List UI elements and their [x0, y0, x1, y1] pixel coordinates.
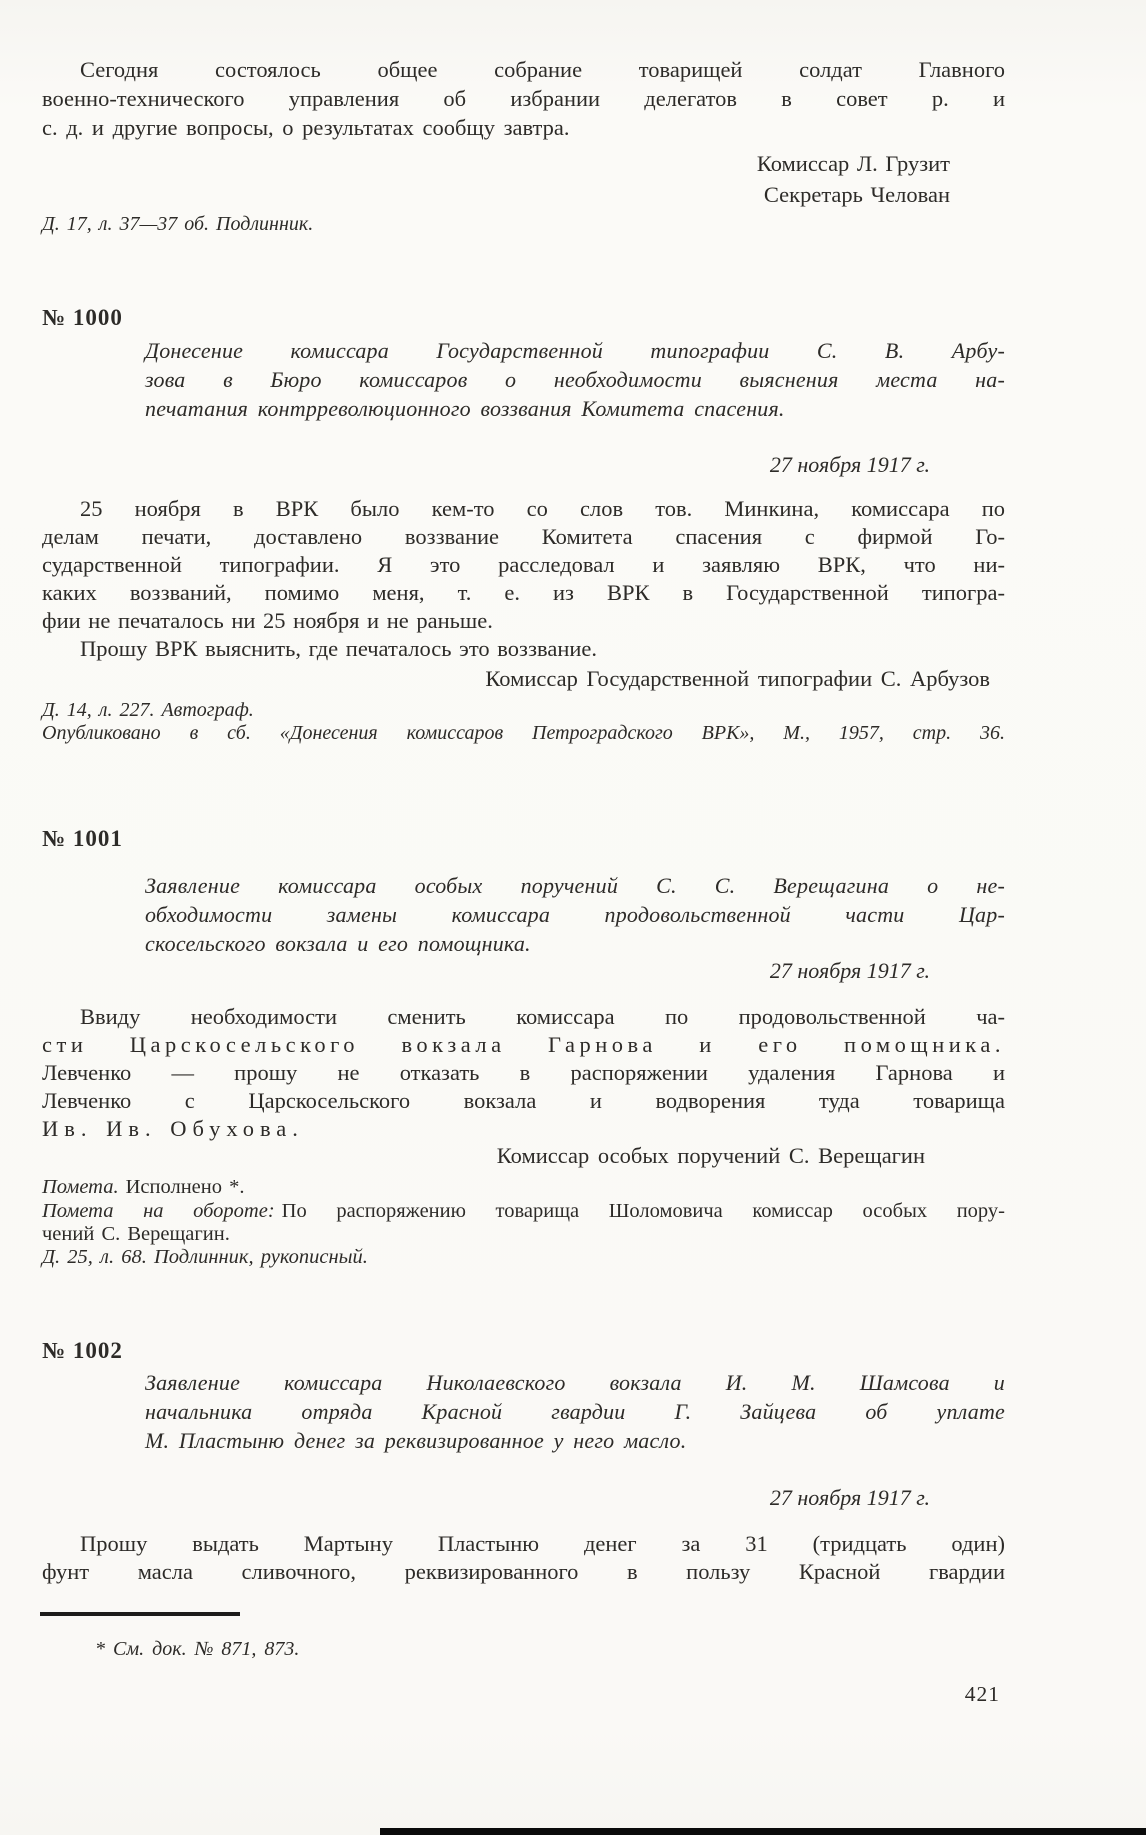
footnote-divider	[40, 1612, 240, 1616]
paragraph-line: с. д. и другие вопросы, о результатах сообщу завтра.	[42, 115, 570, 140]
doc-number: № 1000	[42, 305, 123, 330]
body-line: сти Царскосельского вокзала Гарнова и его помощника.	[42, 1032, 1005, 1057]
paragraph-line: военно-технического управления об избрании делегатов в совет р. и	[42, 86, 1005, 111]
doc-heading	[145, 871, 1005, 958]
body-line: фунт масла сливочного, реквизированного в пользу Красной гвардии	[42, 1559, 1005, 1584]
note-text: По распоряжению товарища Шоломовича комиссар особых пору-	[281, 1200, 1005, 1222]
note-line	[42, 1200, 1005, 1223]
doc-date: 27 ноября 1917 г.	[769, 1485, 930, 1510]
doc-heading-line: Заявление комиссара Николаевского вокзала И. М. Шамсова и	[145, 1370, 1005, 1395]
doc-body	[42, 1530, 1005, 1586]
doc-heading-line: М. Пластыню денег за реквизированное у него масло.	[145, 1428, 687, 1453]
body-line: Левченко с Царскосельского вокзала и водворения туда товарища	[42, 1088, 1005, 1113]
body-line: сударственной типографии. Я это расследовал и заявляю ВРК, что ни-	[42, 552, 1005, 577]
note-text: чений С. Верещагин.	[42, 1223, 230, 1245]
publication-reference: Опубликовано в сб. «Донесения комиссаров Петроградского ВРК», М., 1957, стр. 36.	[42, 722, 1005, 744]
body-line: каких воззваний, помимо меня, т. е. из ВРК в Государственной типогра-	[42, 580, 1005, 605]
note-lead: Помета.	[42, 1176, 119, 1198]
body-line: 25 ноября в ВРК было кем-то со слов тов. Минкина, комиссара по	[80, 496, 1005, 521]
doc-heading-line: Донесение комиссара Государственной типографии С. В. Арбу-	[145, 338, 1005, 363]
signature-line: Секретарь Челован	[763, 182, 950, 207]
scan-edge-artifact	[380, 1828, 1146, 1835]
paragraph-line: Сегодня состоялось общее собрание товарищей солдат Главного	[80, 57, 1005, 82]
note-line	[42, 1223, 1005, 1246]
fragment-signatures	[42, 148, 950, 210]
note-lead: Помета на обороте:	[42, 1200, 275, 1222]
note-line	[42, 1176, 1005, 1199]
footnote: * См. док. № 871, 873.	[95, 1638, 300, 1660]
doc-heading-line: Заявление комиссара особых поручений С. С. Верещагина о не-	[145, 873, 1005, 898]
body-line: Прошу выдать Мартыну Пластыню денег за 31 (тридцать один)	[80, 1531, 1005, 1556]
archive-reference	[42, 1246, 1005, 1269]
doc-number: № 1001	[42, 826, 123, 851]
body-line: Прошу ВРК выяснить, где печаталось это воззвание.	[80, 636, 598, 661]
doc-body	[42, 495, 1005, 663]
body-line: фии не печаталось ни 25 ноября и не раньше.	[42, 608, 493, 633]
note-lead: Д. 25, л. 68. Подлинник, рукописный.	[42, 1246, 368, 1268]
doc-date: 27 ноября 1917 г.	[769, 452, 930, 477]
doc-heading-line: печатания контрреволюционного воззвания Комитета спасения.	[145, 396, 785, 421]
archive-reference: Д. 17, л. 37—37 об. Подлинник.	[42, 213, 314, 235]
note-text: Исполнено *.	[125, 1176, 245, 1198]
doc-heading-line: скосельского вокзала и его помощника.	[145, 931, 531, 956]
body-line: Ввиду необходимости сменить комиссара по продовольственной ча-	[80, 1004, 1005, 1029]
doc-body	[42, 1003, 1005, 1143]
doc-date: 27 ноября 1917 г.	[769, 958, 930, 983]
body-line: Ив. Ив. Обухова.	[42, 1116, 304, 1141]
body-line: делам печати, доставлено воззвание Комитета спасения с фирмой Го-	[42, 524, 1005, 549]
signature-line: Комиссар Л. Грузит	[756, 151, 950, 176]
doc-heading	[145, 1368, 1005, 1455]
doc-number: № 1002	[42, 1338, 123, 1363]
fragment-paragraph	[42, 55, 1005, 142]
body-line: Левченко — прошу не отказать в распоряжении удаления Гарнова и	[42, 1060, 1005, 1085]
doc-heading-line: обходимости замены комиссара продовольственной части Цар-	[145, 902, 1005, 927]
doc-signature: Комиссар особых поручений С. Верещагин	[496, 1143, 925, 1168]
doc-heading	[145, 336, 1005, 423]
archive-reference: Д. 14, л. 227. Автограф.	[42, 699, 254, 721]
doc-signature: Комиссар Государственной типографии С. Арбузов	[485, 666, 990, 691]
doc-heading-line: зова в Бюро комиссаров о необходимости выяснения места на-	[145, 367, 1005, 392]
doc-heading-line: начальника отряда Красной гвардии Г. Зайцева об уплате	[145, 1399, 1005, 1424]
page-number: 421	[964, 1682, 1000, 1706]
